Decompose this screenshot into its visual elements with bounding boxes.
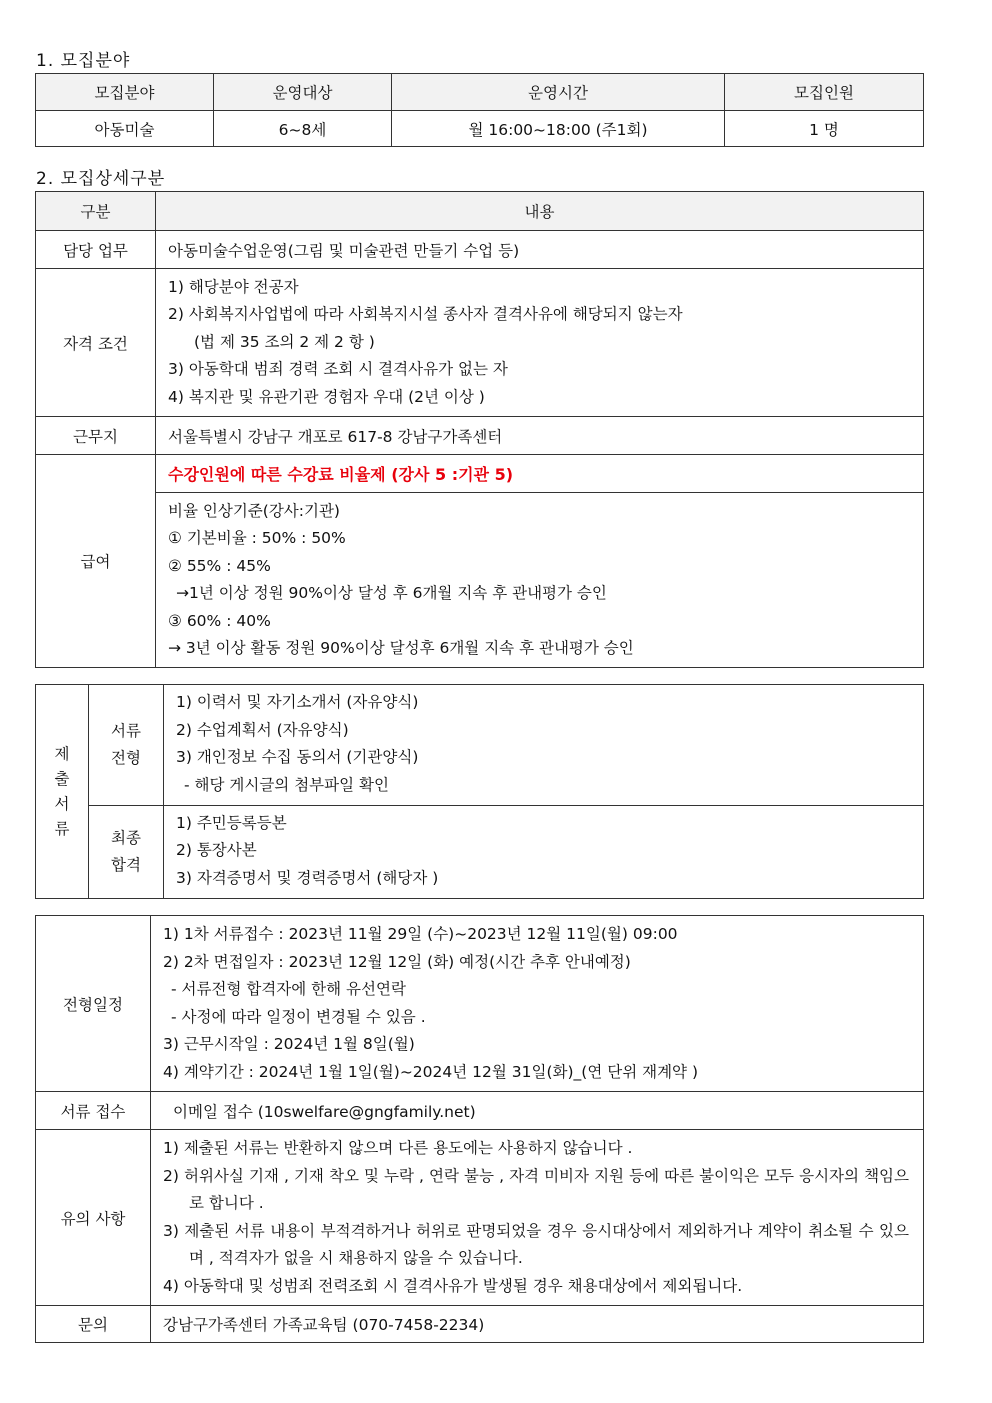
pay-label: 급여 <box>36 455 156 668</box>
qualification-line: 4) 복지관 및 유관기관 경험자 우대 (2년 이상 ) <box>168 387 485 406</box>
stage2-line: 1) 주민등록등본 <box>176 813 287 832</box>
schedule-line: - 서류전형 합격자에 한해 유선연락 <box>171 980 406 998</box>
stage1-line: 2) 수업계획서 (자유양식) <box>176 720 349 739</box>
submit-text: 이메일 접수 (10swelfare@gngfamily.net) <box>151 1092 924 1130</box>
notice-line: 2) 허위사실 기재 , 기재 착오 및 누락 , 연락 불능 , 자격 미비자 지원 등에 따른 불이익은 모두 응시자의 책임으로 합니다 . <box>163 1166 909 1212</box>
cell-count: 1 명 <box>725 111 924 147</box>
notice-label: 유의 사항 <box>36 1130 151 1306</box>
schedule-line: - 사정에 따라 일정이 변경될 수 있음 . <box>171 1007 426 1026</box>
contact-text: 강남구가족센터 가족교육팀 (070-7458-2234) <box>151 1306 924 1343</box>
qualification-line: 1) 해당분야 전공자 <box>168 277 299 296</box>
pay-highlight: 수강인원에 따른 수강료 비율제 (강사 5 :기관 5) <box>156 455 924 493</box>
schedule-cell <box>151 916 924 1092</box>
stage2-label-line: 최종 <box>111 829 141 847</box>
documents-table <box>35 684 924 899</box>
pay-line: ② 55% : 45% <box>168 556 271 575</box>
schedule-label: 전형일정 <box>36 916 151 1092</box>
stage1-line: 1) 이력서 및 자기소개서 (자유양식) <box>176 693 419 711</box>
notice-cell <box>151 1130 924 1306</box>
pay-line: →1년 이상 정원 90%이상 달성 후 6개월 지속 후 관내평가 승인 <box>176 584 607 602</box>
documents-label-char: 류 <box>54 819 70 838</box>
documents-label-char: 출 <box>54 769 70 788</box>
stage2-line: 3) 자격증명서 및 경력증명서 (해당자 ) <box>176 868 439 887</box>
stage1-label-line: 서류 <box>111 722 141 740</box>
header-time: 운영시간 <box>392 74 725 111</box>
stage2-label-line: 합격 <box>111 856 141 874</box>
cell-time: 월 16:00~18:00 (주1회) <box>392 111 725 147</box>
header-content: 내용 <box>156 192 924 231</box>
cell-field: 아동미술 <box>36 111 214 147</box>
header-target: 운영대상 <box>214 74 392 111</box>
cell-target: 6~8세 <box>214 111 392 147</box>
pay-line: → 3년 이상 활동 정원 90%이상 달성후 6개월 지속 후 관내평가 승인 <box>168 639 634 657</box>
schedule-line: 2) 2차 면접일자 : 2023년 12월 12일 (화) 예정(시간 추후 안내예정) <box>163 952 631 971</box>
stage1-label-line: 전형 <box>111 749 141 767</box>
documents-label-char: 제 <box>54 744 70 763</box>
qualification-line: 2) 사회복지사업법에 따라 사회복지시설 종사자 결격사유에 해당되지 않는자 <box>168 305 683 324</box>
header-count: 모집인원 <box>725 74 924 111</box>
contact-label: 문의 <box>36 1306 151 1343</box>
stage1-cell <box>164 685 924 806</box>
schedule-line: 4) 계약기간 : 2024년 1월 1일(월)~2024년 12월 31일(화)_(연 단위 재계약 ) <box>163 1062 698 1081</box>
qualification-cell <box>156 269 924 417</box>
stage1-label <box>89 685 164 806</box>
qualification-line: (법 제 35 조의 2 제 2 항 ) <box>194 332 375 351</box>
documents-label <box>36 685 89 899</box>
pay-line: ① 기본비율 : 50% : 50% <box>168 529 346 547</box>
pay-line: 비율 인상기준(강사:기관) <box>168 501 340 520</box>
duty-text: 아동미술수업운영(그림 및 미술관련 만들기 수업 등) <box>156 231 924 269</box>
stage1-line: 3) 개인정보 수집 동의서 (기관양식) <box>176 748 419 766</box>
submit-label: 서류 접수 <box>36 1092 151 1130</box>
stage2-label <box>89 806 164 899</box>
recruit-field-table <box>35 73 924 147</box>
workplace-text: 서울특별시 강남구 개포로 617-8 강남구가족센터 <box>156 417 924 455</box>
section2-heading: 2. 모집상세구분 <box>36 169 166 189</box>
section1-heading: 1. 모집분야 <box>36 51 131 71</box>
header-field: 모집분야 <box>36 74 214 111</box>
stage2-cell <box>164 806 924 899</box>
schedule-line: 3) 근무시작일 : 2024년 1월 8일(월) <box>163 1035 415 1053</box>
schedule-table <box>35 915 924 1343</box>
duty-label: 담당 업무 <box>36 231 156 269</box>
pay-line: ③ 60% : 40% <box>168 611 271 630</box>
workplace-label: 근무지 <box>36 417 156 455</box>
qualification-label: 자격 조건 <box>36 269 156 417</box>
notice-line: 1) 제출된 서류는 반환하지 않으며 다른 용도에는 사용하지 않습니다 . <box>163 1139 633 1157</box>
stage2-line: 2) 통장사본 <box>176 841 257 860</box>
stage1-line: - 해당 게시글의 첨부파일 확인 <box>184 775 389 794</box>
header-category: 구분 <box>36 192 156 231</box>
notice-line: 3) 제출된 서류 내용이 부적격하거나 허위로 판명되었을 경우 응시대상에서 제외하거나 계약이 취소될 수 있으며 , 적격자가 없을 시 채용하지 않을 수 있습니다. <box>163 1221 909 1267</box>
documents-label-char: 서 <box>54 794 70 813</box>
pay-detail-cell <box>156 493 924 668</box>
qualification-line: 3) 아동학대 범죄 경력 조회 시 결격사유가 없는 자 <box>168 360 508 379</box>
notice-line: 4) 아동학대 및 성범죄 전력조회 시 결격사유가 발생될 경우 채용대상에서 제외됩니다. <box>163 1276 743 1295</box>
schedule-line: 1) 1차 서류접수 : 2023년 11월 29일 (수)~2023년 12월 11일(월) 09:00 <box>163 925 678 943</box>
detail-table <box>35 191 924 668</box>
